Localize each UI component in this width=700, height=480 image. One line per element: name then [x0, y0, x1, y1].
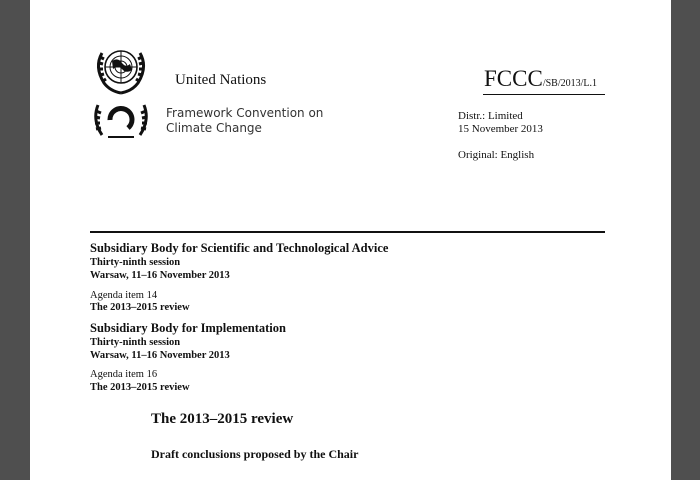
original-language: Original: English	[458, 149, 535, 161]
session-number-2: Thirty-ninth session	[90, 337, 181, 348]
session-body-2: Subsidiary Body for Implementation	[90, 321, 286, 335]
agenda-title-1: The 2013–2015 review	[90, 302, 190, 313]
session-place-1: Warsaw, 11–16 November 2013	[90, 270, 230, 281]
document-symbol	[484, 66, 597, 92]
convention-line-1: Framework Convention on	[166, 106, 324, 120]
convention-line-2: Climate Change	[166, 121, 262, 135]
session-body-1: Subsidiary Body for Scientific and Technological Advice	[90, 241, 389, 255]
organization-name: United Nations	[175, 72, 267, 88]
issue-date: 15 November 2013	[458, 123, 543, 135]
agenda-item-2: Agenda item 16	[90, 369, 158, 380]
un-emblem-icon	[90, 43, 152, 99]
convention-name	[166, 106, 323, 136]
symbol-suffix: /SB/2013/L.1	[542, 78, 598, 89]
session-number-1: Thirty-ninth session	[90, 257, 181, 268]
header-divider	[90, 231, 605, 233]
document-title: The 2013–2015 review	[151, 411, 294, 427]
unfccc-logo-icon	[90, 95, 152, 145]
session-place-2: Warsaw, 11–16 November 2013	[90, 350, 230, 361]
agenda-title-2: The 2013–2015 review	[90, 382, 190, 393]
document-page	[30, 0, 671, 480]
symbol-underline	[483, 94, 605, 95]
symbol-main: FCCC	[484, 66, 543, 91]
agenda-item-1: Agenda item 14	[90, 290, 158, 301]
document-subtitle: Draft conclusions proposed by the Chair	[151, 447, 359, 461]
distribution: Distr.: Limited	[458, 110, 523, 122]
